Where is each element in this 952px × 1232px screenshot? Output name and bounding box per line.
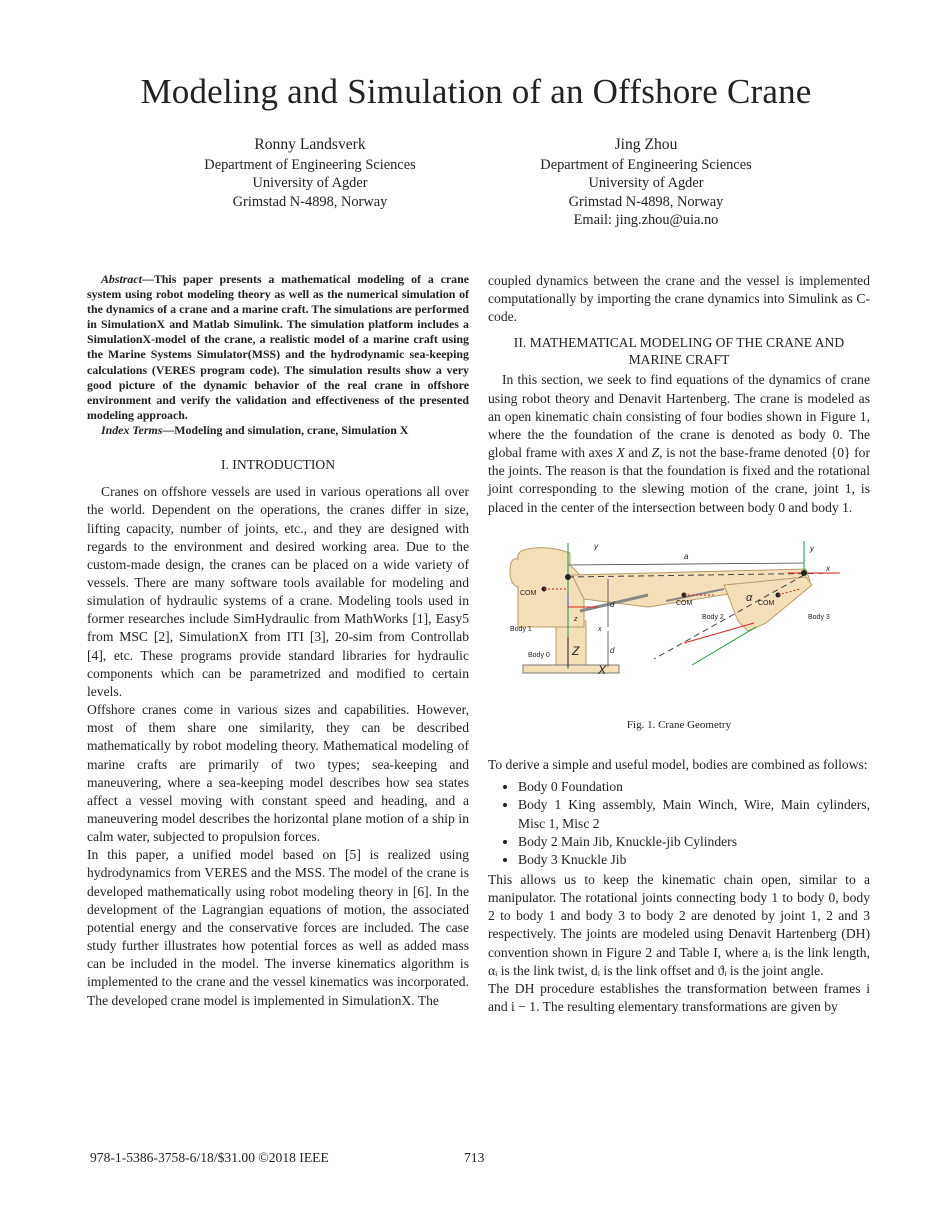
label-big-X: X — [598, 662, 607, 677]
author-addr: Grimstad N-4898, Norway — [568, 193, 724, 210]
section-heading-intro: I. INTRODUCTION — [220, 457, 336, 473]
list-item: • Body 0 Foundation — [518, 778, 870, 796]
index-terms-text: —Modeling and simulation, crane, Simulation X — [162, 422, 409, 437]
list-item: • Body 2 Main Jib, Knuckle-jib Cylinders — [518, 833, 870, 851]
abstract — [87, 272, 469, 423]
label-com2: COM — [676, 599, 693, 607]
derive-paragraph: To derive a simple and useful model, bodies are combined as follows: — [488, 757, 868, 773]
label-y1: y — [594, 541, 598, 551]
figure-caption: Fig. 1. Crane Geometry — [626, 718, 732, 731]
body-list — [488, 778, 870, 869]
modeling-paragraph-1 — [488, 371, 870, 516]
intro-paragraph-3: In this paper, a unified model based on [5] is realized using hydrodynamics from VERES and the MSS. The model of the crane is developed mathematically using robot modeling theory in [6]. In the development of the Lagrangian equations of motion, the associated potential energy and the conservative forces are included. The case study further illustrates how potential forces as well as added mass can be included in the model. The inverse kinematics algorithm is implemented to the crane and the vessel kinematics was incorporated. The developed crane model is implemented in SimulationX. The — [87, 847, 469, 1008]
crane-geometry-figure — [488, 539, 870, 701]
math-X: X — [616, 445, 625, 461]
label-x3: x — [826, 563, 830, 573]
right-paragraph-0: coupled dynamics between the crane and the vessel is implemented computationally by importing the crane dynamics into Simulink as C-code. — [488, 273, 870, 325]
label-body2: Body 2 — [702, 613, 724, 621]
paper-title: Modeling and Simulation of an Offshore Crane — [140, 72, 812, 111]
author-dept: Department of Engineering Sciences — [540, 156, 752, 173]
joint-1-marker — [565, 574, 571, 580]
text-run: , is not the base-frame denoted {0} for the joints. The reason is that the foundation is fixed and the rotational joint corresponding to the slewing motion of the crane, joint 1, is placed in the center of the intersection between body 0 and body 1. — [488, 445, 870, 515]
index-terms-label: Index Terms — [101, 422, 163, 437]
section-heading-line: MARINE CRAFT — [628, 352, 730, 368]
right-column — [488, 272, 870, 1016]
joint-3-marker — [801, 570, 807, 576]
author-email: Email: jing.zhou@uia.no — [573, 212, 719, 229]
page-number: 713 — [464, 1150, 485, 1165]
label-alpha: α — [746, 591, 753, 604]
label-x0: x — [598, 625, 602, 633]
a1-dimension — [568, 563, 804, 565]
list-item: • Body 3 Knuckle Jib — [518, 851, 870, 869]
author-dept: Department of Engineering Sciences — [204, 156, 416, 173]
label-big-Z: Z — [572, 643, 580, 658]
index-terms — [87, 423, 469, 438]
author-block-2 — [496, 136, 796, 230]
left-column — [87, 272, 469, 1010]
label-y2: y — [810, 543, 814, 553]
author-addr: Grimstad N-4898, Norway — [232, 193, 388, 210]
list-item: • Body 1 King assembly, Main Winch, Wire, Main cylinders, Misc 1, Misc 2 — [518, 796, 870, 832]
label-body3: Body 3 — [808, 613, 830, 621]
knuckle-y-axis — [692, 627, 756, 665]
label-body1: Body 1 — [510, 625, 532, 633]
foundation-body — [556, 621, 586, 667]
section-heading-line: II. MATHEMATICAL MODELING OF THE CRANE AND — [513, 335, 845, 351]
text-run: In this section, we seek to find equations of the dynamics of crane using robot theory and Denavit Hartenberg. The crane is modeled as an open kinematic chain consisting of four bodies shown in Figure 1, where the the foundation of the crane is denoted as body 0. The global frame with axes — [488, 372, 870, 461]
label-com1: COM — [520, 589, 537, 597]
dh-paragraph: The DH procedure establishes the transformation between frames i and i − 1. The resulting elementary transformations are given by — [488, 980, 870, 1015]
author-univ: University of Agder — [588, 175, 704, 192]
intro-paragraph-1: Cranes on offshore vessels are used in various operations all over the world. Dependent on the operations, the cranes differ in size, lifting capacity, number of joints, etc., and they are designed with regards to the environment and desired working area. Due to the custom-made design, the cranes can be placed on a wide variety of vessels. There are many software tools available for modeling and simulation of hydraulic systems of a crane. Modeling tools used in former researches include SimHydraulic from MathWorks [1], Easy5 from MSC [2], SimulationX from ITI [3], 20-sim from Controllab [4], etc. These programs provide standard libraries for hydraulic components which can be parametrized and modified to certain levels. — [87, 484, 469, 699]
label-body0: Body 0 — [528, 651, 550, 659]
section-heading-modeling — [488, 334, 870, 368]
text-run: and — [624, 445, 652, 461]
abstract-text: —This paper presents a mathematical modeling of a crane system using robot modeling theory as well as the numerical simulation of the dynamics of a crane and a marine craft. The simulations are performed in SimulationX and Matlab Simulink. The simulation platform includes a SimulationX-model of the crane, a realistic model of a marine craft using the Marine Systems Simulator(MSS) and the hydrodynamic sea-keeping calculations (VERES program code). The simulation results show a very good picture of the dynamic behavior of the real crane in offshore environment and verify the validation and effectiveness of the presented modeling approach. — [87, 272, 469, 422]
chain-paragraph: This allows us to keep the kinematic chain open, similar to a manipulator. The rotational joints connecting body 1 to body 0, body 2 to body 1 and body 3 to body 2 are denoted by joint 1, 2 and 3 respectively. The joints are modeled using Denavit Hartenberg (DH) convention shown in Figure 2 and Table I, where aᵢ is the link length, αᵢ is the link twist, dᵢ is the link offset and ϑᵢ is the joint angle. — [488, 871, 870, 978]
author-univ: University of Agder — [252, 175, 368, 192]
knuckle-x-axis — [684, 623, 754, 643]
intro-paragraph-2: Offshore cranes come in various sizes and capabilities. However, most of them share one similarity, they can be described mathematically by robot modeling theory. Mathematical modeling of marine crafts are primarily of two types; sea-keeping and maneuvering, where a sea-keeping model describes how sea states affect a vessel moving with constant speed and heading, and a maneuvering model describes the horizontal plane motion of a ship in calm water, subjected to propulsion forces. — [87, 702, 469, 845]
footer-isbn: 978-1-5386-3758-6/18/$31.00 ©2018 IEEE — [90, 1150, 329, 1165]
author-block-1 — [160, 136, 460, 211]
math-Z: Z — [651, 445, 660, 461]
label-d1: d — [610, 599, 615, 609]
abstract-label: Abstract — [101, 272, 142, 286]
label-a1: a — [684, 551, 689, 561]
label-d0: d — [610, 645, 615, 655]
author-name: Ronny Landsverk — [254, 136, 366, 153]
author-name: Jing Zhou — [614, 136, 678, 153]
king-assembly-body — [510, 547, 584, 626]
label-z0: z — [574, 615, 578, 623]
label-com3: COM — [758, 599, 775, 607]
